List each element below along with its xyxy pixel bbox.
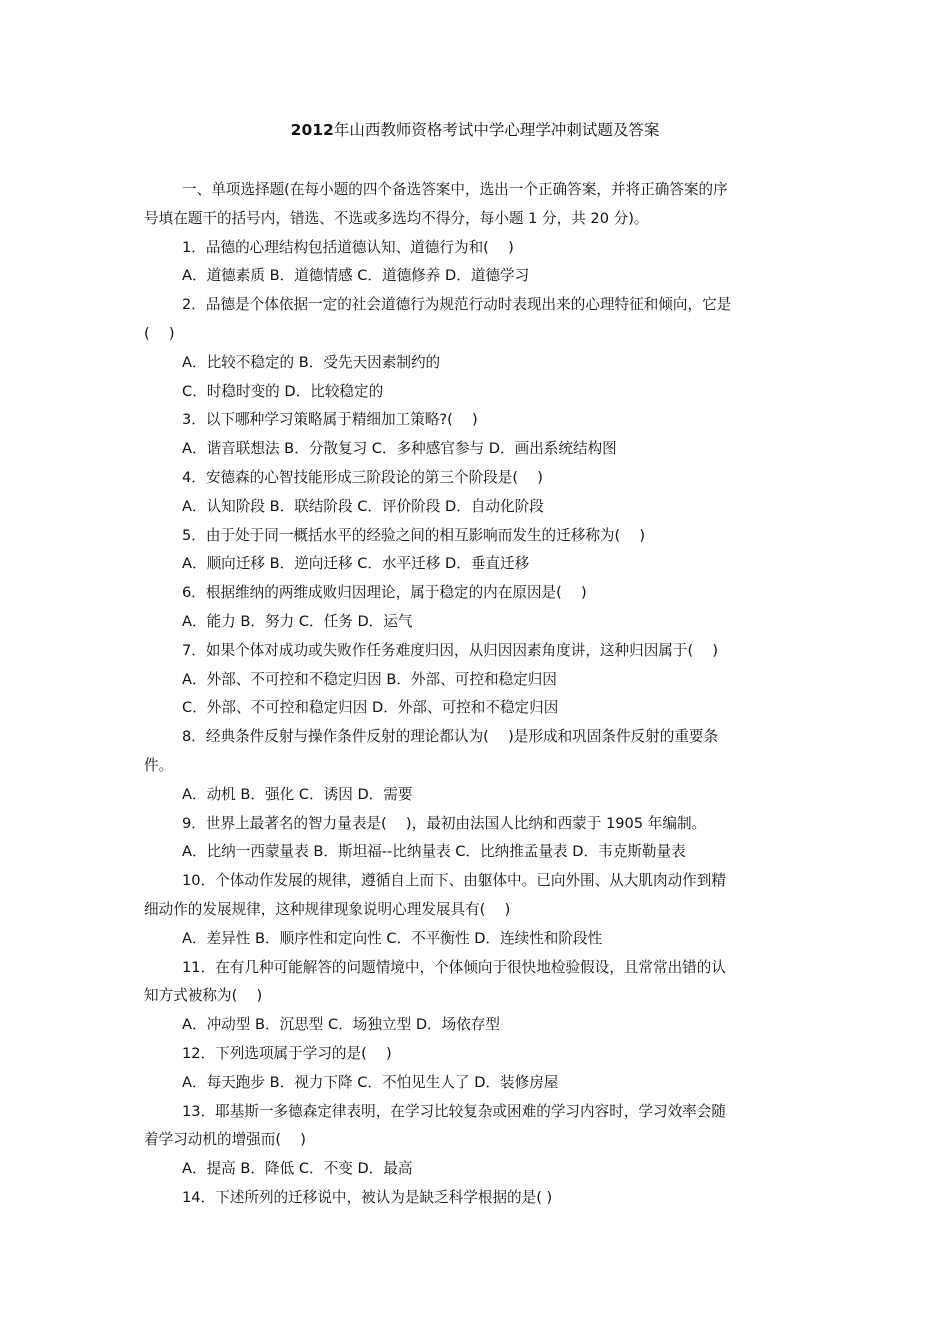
question-11-options: A．冲动型 B．沉思型 C．场独立型 D．场依存型 — [182, 1016, 501, 1034]
question-5-options: A．顺向迁移 B．逆向迁移 C．水平迁移 D．垂直迁移 — [182, 555, 530, 573]
question-7-options-1: A．外部、不可控和不稳定归因 B．外部、可控和稳定归因 — [182, 670, 557, 688]
question-7-options-2: C．外部、不可控和稳定归因 D．外部、可控和不稳定归因 — [182, 699, 559, 717]
question-2-line-2: ( ) — [144, 324, 175, 342]
question-1-options: A．道德素质 B．道德情感 C．道德修养 D．道德学习 — [182, 267, 530, 285]
question-6: 6．根据维纳的两维成败归因理论，属于稳定的内在原因是( ) — [182, 584, 587, 602]
question-10-line-1: 10．个体动作发展的规律，遵循自上而下、由躯体中。已向外围、从大肌肉动作到精 — [182, 872, 726, 890]
question-9: 9．世界上最著名的智力量表是( )，最初由法国人比纳和西蒙于 1905 年编制。 — [182, 814, 707, 832]
question-8-line-2: 件。 — [144, 756, 174, 774]
question-5: 5．由于处于同一概括水平的经验之间的相互影响而发生的迁移称为( ) — [182, 526, 646, 544]
question-2-options-2: C．时稳时变的 D．比较稳定的 — [182, 382, 384, 400]
question-2-line-1: 2．品德是个体依据一定的社会道德行为规范行动时表现出来的心理特征和倾向，它是 — [182, 296, 732, 314]
question-8-line-1: 8．经典条件反射与操作条件反射的理论都认为( )是形成和巩固条件反射的重要条 — [182, 728, 719, 746]
question-9-options: A．比纳一西蒙量表 B．斯坦福--比纳量表 C．比纳推孟量表 D．韦克斯勒量表 — [182, 843, 686, 861]
question-13-options: A．提高 B．降低 C．不变 D．最高 — [182, 1160, 413, 1178]
section-instruction-line-2: 号填在题干的括号内，错选、不选或多选均不得分，每小题 1 分，共 20 分)。 — [144, 209, 649, 227]
question-11-line-1: 11．在有几种可能解答的问题情境中，个体倾向于很快地检验假设，且常常出错的认 — [182, 958, 726, 976]
document-title — [0, 120, 950, 140]
question-6-options: A．能力 B．努力 C．任务 D．运气 — [182, 612, 413, 630]
question-3: 3．以下哪种学习策略属于精细加工策略?( ) — [182, 411, 478, 429]
question-12-options: A．每天跑步 B．视力下降 C．不怕见生人了 D．装修房屋 — [182, 1073, 559, 1091]
question-10-options: A．差异性 B．顺序性和定向性 C．不平衡性 D．连续性和阶段性 — [182, 929, 603, 947]
question-4-options: A．认知阶段 B．联结阶段 C．评价阶段 D．自动化阶段 — [182, 497, 544, 515]
question-7: 7．如果个体对成功或失败作任务难度归因，从归因因素角度讲，这种归因属于( ) — [182, 641, 719, 659]
question-10-line-2: 细动作的发展规律，这种规律现象说明心理发展具有( ) — [144, 900, 511, 918]
question-8-options: A．动机 B．强化 C．诱因 D．需要 — [182, 785, 413, 803]
title-year: 2012 — [290, 121, 334, 139]
question-4: 4．安德森的心智技能形成三阶段论的第三个阶段是( ) — [182, 468, 543, 486]
question-2-options-1: A．比较不稳定的 B．受先天因素制约的 — [182, 353, 441, 371]
question-11-line-2: 知方式被称为( ) — [144, 987, 263, 1005]
question-3-options: A．谐音联想法 B．分散复习 C．多种感官参与 D．画出系统结构图 — [182, 440, 617, 458]
document-body — [144, 176, 806, 1213]
question-1: 1．品德的心理结构包括道德认知、道德行为和( ) — [182, 238, 514, 256]
question-13-line-2: 着学习动机的增强而( ) — [144, 1131, 306, 1149]
title-text: 年山西教师资格考试中学心理学冲刺试题及答案 — [333, 121, 660, 139]
question-12: 12．下列选项属于学习的是( ) — [182, 1044, 392, 1062]
question-13-line-1: 13．耶基斯一多德森定律表明，在学习比较复杂或困难的学习内容时，学习效率会随 — [182, 1102, 726, 1120]
section-instruction-line-1: 一、单项选择题(在每小题的四个备选答案中，选出一个正确答案，并将正确答案的序 — [182, 181, 728, 198]
question-14: 14．下述所列的迁移说中，被认为是缺乏科学根据的是( ) — [182, 1188, 553, 1206]
